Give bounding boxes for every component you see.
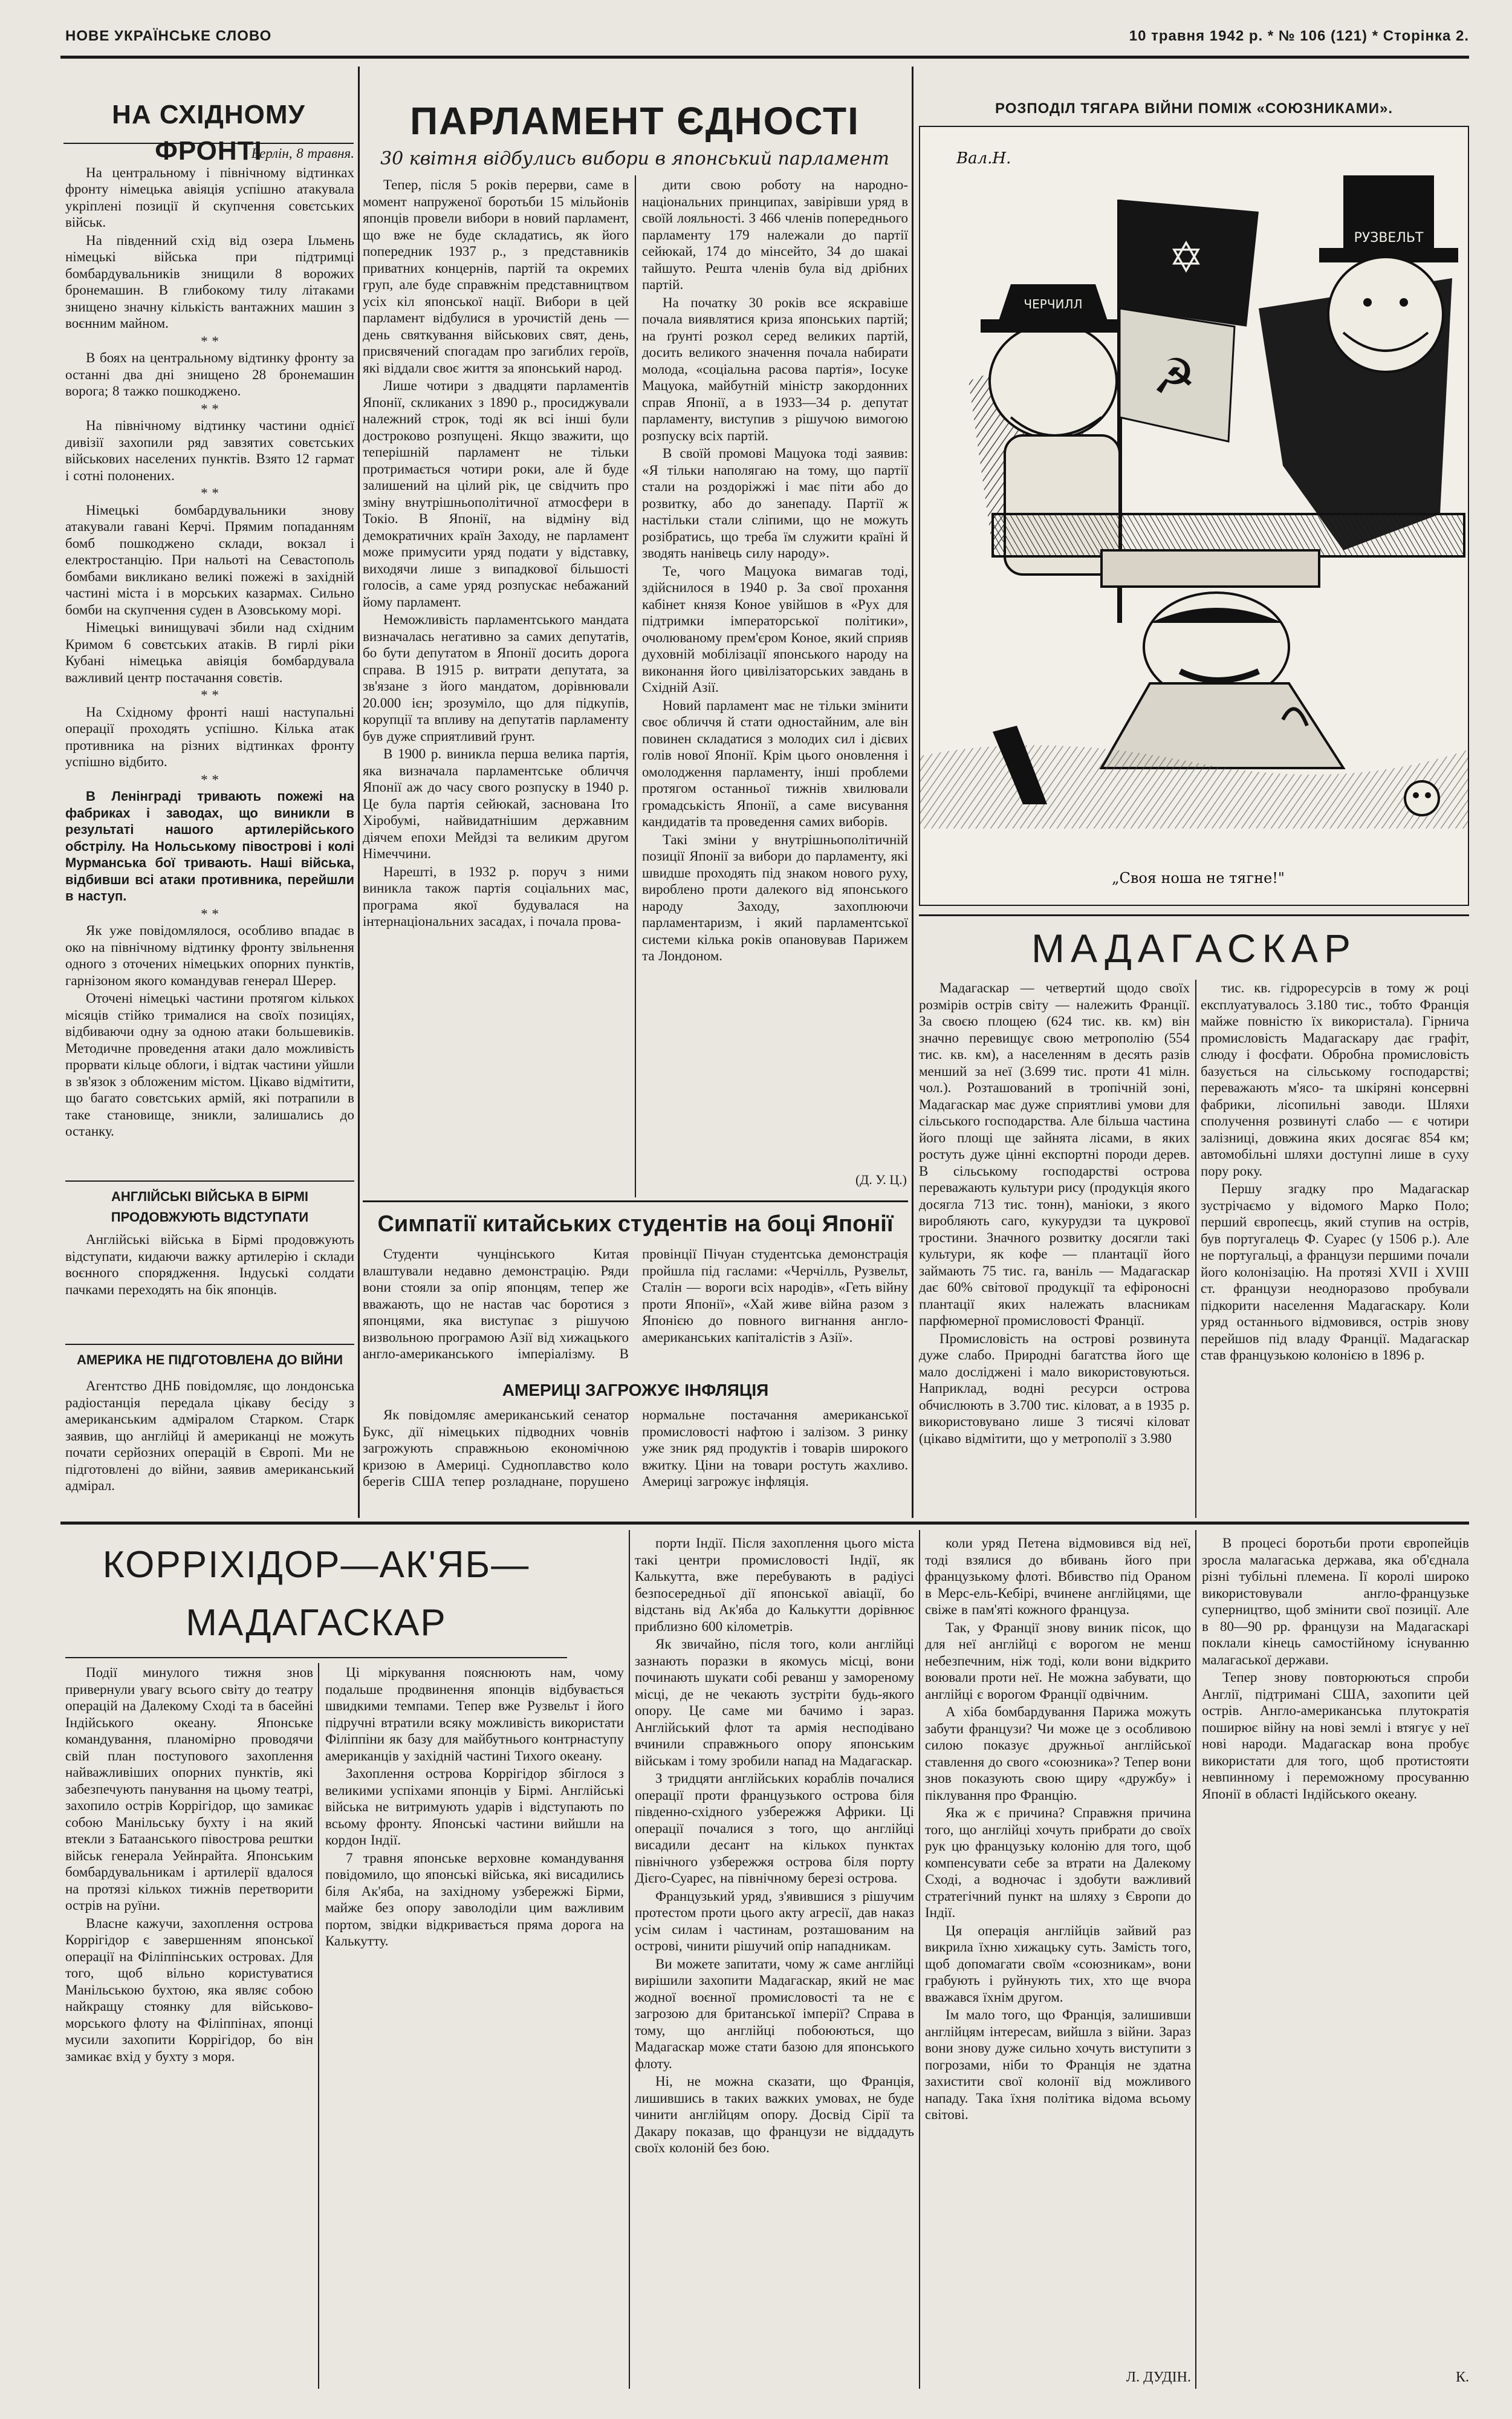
cartoon-title-box [919, 97, 1469, 121]
section-separator: * * [201, 401, 219, 417]
parliament-title: ПАРЛАМЕНТ ЄДНОСТІ [410, 99, 860, 143]
column-rule [1195, 1530, 1196, 2389]
eastern-front-body [65, 145, 354, 1137]
section-separator: * * [201, 688, 219, 703]
header-rule [60, 56, 1469, 59]
eastern-front-para: Як уже повідомлялося, особливо впадає в око на північному відтинку фронту звільнення одного з оточених німецьких опорних пунктів, гарнізоном якого командував генерал Шерер. [65, 923, 354, 988]
america-text: Агентство ДНБ повідомляє, що лондонська радіостанція передала цікаву бесіду з американським адміралом Старком. Старк заявив, що англійці й американці не можуть почати серйозних операцій в Європі. Ми не підготовлені до війни, заявив американський адмірал. [65, 1378, 354, 1493]
section-separator: * * [201, 486, 219, 501]
section-rule [363, 1200, 908, 1202]
column-rule [919, 1530, 920, 2389]
cartoon-flag-label: ЧЕРЧИЛЛ [1024, 297, 1083, 311]
parliament-para: Новий парламент має не тільки змінити своє обличчя й стати одностайним, але він повинен складатися з молодих сил і дієвих голів нової Японії. Крім цього оновлення і омолодження парламенту, інші проблеми протягом останньої тижнів хвилювали громадськість Японії, а саме висування кандидатів та проведення самих виборів. [642, 697, 908, 829]
corridor-para: Ні, не можна сказати, що Франція, лишившись в таких важких умовах, не буде чинити англійцям опору. Досвід Сірії та Дакару показав, що французи не віддадуть своїх колоній без бою. [635, 2074, 914, 2155]
madagascar-para: Тепер знову повторюються спроби Англії, підтримані США, захопити цей острів. Англо-американська плутократія поширює війну на нові землі і втягує у неї нові народи. Мадагаскар вона пробує використати для того, щоб протистояти невпинному і переможному просуванню Японії в області Індійського океану. [1202, 1670, 1469, 1802]
parliament-para: Лише чотири з двадцяти парламентів Японії, скликаних з 1890 р., просиджували належний строк, тоді як всі інші були достроково розпущені. Якщо зважити, що теперішній парламент не тільки протримається чотири роки, але й буде залишений на цілий рік, це свідчить про зміну внутрішньополітичної атмосфери в Токіо. В Японії, на відміну від демократичних країн Заходу, не парламент може примусити уряд подати у відставку, виходячи лише з випадкової більшості голосів, а саме уряд розпускає небажаний йому парламент. [363, 378, 629, 610]
cartoon-title: РОЗПОДІЛ ТЯГАРА ВІЙНИ ПОМІЖ «СОЮЗНИКАМИ». [995, 100, 1393, 117]
column-rule [318, 1663, 319, 2389]
eastern-front-para: В боях на центральному відтинку фронту за останні два дні знищено 28 бронемашин ворога; 8 тажко пошкоджено. [65, 350, 354, 399]
parliament-para: В 1900 р. виникла перша велика партія, яка визначала парламентське обличчя Японії аж до часу свого розпуску в 1940 р. Це була партія сейюкай, заснована Іто Хіробумі, найвидатнішим державним діячем епохи Мейдзі та великим другом Німеччини. [363, 746, 629, 861]
parliament-para: На початку 30 років все яскравіше почала виявлятися криза японських партій; на ґрунті розкол серед великих партій, досить великого значення почала набирати молода, «соціальна расова партія», Іосуке Мацуока, майбутній міністр закордонних справ Японії, а в 1933—34 р. депутат парламенту, виступив з рішучою вимогою розпуску всіх партій. [642, 295, 908, 443]
corridor-para: З тридцяти англійських кораблів почалися операції проти французького острова біля південно-східного узбережжя Африки. Ці операції почалися з того, що англійці висадили десант на кількох пунктах північного узбережжя острова біля порту Дієго-Суарес, на північному березі острова. [635, 1771, 914, 1886]
burma-title-box [65, 1187, 354, 1230]
parliament-para: Нарешті, в 1932 р. поруч з ними виникла також партія соціальних мас, програма якої будувалася на інтернаціональних засадах, і почала прова- [363, 864, 629, 929]
madagascar-col1 [919, 980, 1190, 1512]
svg-text:✡: ✡ [1168, 233, 1204, 282]
column-rule [912, 67, 913, 1518]
burma-text: Англійські війська в Бірмі продовжують відступати, кидаючи важку артилерію і склади воєнного спорядження. Індуські солдати пачками переходять на бік японців. [65, 1232, 354, 1297]
corridor-para: Власне кажучи, захоплення острова Коррігідор є завершенням японської операції на Філіппінських островах. Для того, щоб вільно користуватися Манільською бухтою, яка являє собою найкращу стоянку для військово-морського флоту на Філіппінах, японці мусили захопити Коррігідор, бо він замикає вхід у бухту з моря. [65, 1915, 313, 2064]
eastern-front-para: На північному відтинку частини однієї дивізії захопили ряд завзятих совєтських військових населених пунктів. Взято 12 гармат і сотні полонених. [65, 418, 354, 483]
madagascar-para: Промисловість на острові розвинута дуже слабо. Природні багатства його ще мало досліджені і мало використовуються. Наприклад, водні ресурси острова обчислюють в 3.700 тис. кіловат, а в 1935 р. використовувано лише 3 тисячі кіловат (цікаво відмітити, що у метрополії з 3.980 [919, 1330, 1190, 1446]
section-separator: * * [201, 333, 219, 349]
madagascar-title-box [919, 920, 1469, 976]
madagascar-para: Мадагаскар — четвертий щодо своїх розмірів острів світу — належить Франції. За своєю площею (624 тис. кв. км) він значно перевищує свою метрополію (554 тис. кв. км), а населенням в десять разів менший за неї (3.699 тис. проти 41 мілн. чол.). Розташований в тропічній зоні, Мадагаскар має дуже сприятливі умови для сільського господарства. Але більша частина його площі ще зайнята лісами, в яких ростуть дуже цінні експортні породи дерев. В сільському господарстві острова переважають культури рису (продукція якого досягла 713 тис. тонн), маніоки, з якого виробляють саго, кукурудзи та цукрової тростини. Значного розвитку досягли такі культури, як кофе — плантації його займають 75 тис. га, ваніль — Мадагаскар дає 60% світової продукції та ефіроносні плантації яких належать власникам парфюмерної промисловості Франції. [919, 980, 1190, 1328]
cartoon-hat-label: РУЗВЕЛЬТ [1354, 230, 1424, 246]
parliament-signature: (Д. У. Ц.) [855, 1172, 907, 1187]
parliament-subtitle: 30 квітня відбулись вибори в японський парламент [380, 148, 889, 169]
madagascar-para: В процесі боротьби проти європейців зросла малагаська держава, яка об'єднала різні тубільні племена. Ії королі широко використовували англо-французьке суперництво, щоб змінити свої позиції. Але в 80—90 рр. французи на Мадагаскарі поклали кінець самостійному існуванню малагаської держави. [1202, 1535, 1469, 1667]
section-divider [60, 1522, 1469, 1525]
corridor-signature: Л. ДУДІН. [1126, 2369, 1191, 2385]
inflation-title: АМЕРИЦІ ЗАГРОЖУЄ ІНФЛЯЦІЯ [502, 1381, 769, 1399]
parliament-subtitle-box [363, 146, 907, 173]
madagascar-para: Першу згадку про Мадагаскар зустрічаємо у відомого Марко Поло; перший європеєць, який ступив на острів, був португалець Ф. Суарес (у 1506 р.). Але не португальці, а французи першими почали його колонізацію. На протязі XVII і XVIII ст. французи неодноразово пробували підкорити населення Мадагаскару. Коли уряд останнього відмовився, острів знову перейшов під владу Франції. Мадагаскар став французькою колонією в 1896 р. [1201, 1181, 1469, 1363]
parliament-para: дити свою роботу на народно-національних принципах, завірівши уряд в своїй лояльності. З 466 членів попереднього парламенту 179 належали до партії сейюкай, 174 до мінсейто, 34 до шакаі тайшуто. Решта членів була від дрібних партій. [642, 177, 908, 292]
eastern-front-title: НА СХІДНОМУ ФРОНТІ [112, 100, 305, 166]
parliament-para: Тепер, після 5 років перерви, саме в момент напруженої боротьби 15 мільйонів японців провели вибори в новий парламент, що вже не буде складатись, як його попередник 1937 р., з представників приватних концернів, партій та окремих груп, але буде справжнім представництвом усіх кіл японської нації. Вибори в цей парламент відбулися в урочистій день — день святкування військових свят, день, присвячений спогадам про загиблих героїв, які віддали своє життя за японський народ. [363, 177, 629, 376]
students-title: Симпатії китайських студентів на боці Японії [377, 1211, 894, 1237]
parliament-para: Те, чого Мацуока вимагав тоді, здійснилося в 1940 р. За свої прохання кабінет князя Коное увійшов в «Рух для підтримки імператорської політики», очолюваному прем'єром Коное, який сприяв духовній мобілізації японського народу на виконання його цивілізаторських завдань в Східній Азії. [642, 563, 908, 695]
section-rule [65, 1180, 354, 1182]
corridor-para: А хіба бомбардування Парижа можуть забути французи? Чи може це з особливою силою показує дружньої англійської ставлення до свого «союзника»? Тепер вони знов показують свою щиру «дружбу» і піклування про Францію. [925, 1704, 1191, 1803]
corridor-col4 [925, 1535, 1191, 2363]
section-rule [919, 914, 1469, 916]
students-text: Студенти чунцінського Китая влаштували недавно демонстрацію. Ряди вони стояли за опір японцям, тепер же вважають, що не настав час боротися з японцями, яка виступає з рішучою визвольною програмою Азії від хижацького англо-американського імперіалізму. В провінції Пічуан студентська демонстрація пройшла під гаслами: «Черчілль, Рузвельт, Сталін — вороги всіх народів», «Геть війну проти Японії», «Хай живе війна разом з Японією до повного вигнання англо-американських капіталістів з Азії». [363, 1246, 908, 1361]
eastern-front-para: На південний схід від озера Ільмень німецькі війська при підтримці бомбардувальників знищили 8 ворожих бронемашин. В глибокому тилу літаками знищено значну кількість вантажних машин з воєнним майном. [65, 232, 354, 331]
corridor-para: Ці міркування пояснюють нам, чому подальше продвинення японців відбувається швидкими темпами. Тепер вже Рузвельт і його підручні втратили всяку можливість використати Філіппіни як базу для майбутнього контрнаступу американців у західній частині Тихого океану. [325, 1665, 624, 1763]
corridor-para: Захоплення острова Коррігідор збіглося з великими успіхами японців у Бірмі. Англійські війська не витримують ударів і відступають по всьому фронту. Японські частини вийшли на кордон Індії. [325, 1766, 624, 1848]
column-rule [1195, 980, 1196, 1518]
corridor-title-box [65, 1536, 567, 1658]
corridor-title-line1: КОРРІХІДОР—АК'ЯБ— [102, 1544, 530, 1586]
corridor-para: Французький уряд, з'явившися з рішучим протестом проти цього акту агресії, дав наказ усім силам і частинам, розташованим на острові, чинити рішучий опір нападникам. [635, 1888, 914, 1953]
corridor-col3 [635, 1535, 914, 2388]
madagascar-col2 [1201, 980, 1469, 1512]
corridor-para: Ви можете запитати, чому ж саме англійці вирішили захопити Мадагаскар, який не має жодної воєнної промисловості та не є загрозою для британської імперії? Справа в тому, що англійці побоюються, що Мадагаскар може стати базою для японського флоту. [635, 1956, 914, 2071]
corridor-col2 [325, 1664, 624, 2390]
america-title: АМЕРИКА НЕ ПІДГОТОВЛЕНА ДО ВІЙНИ [76, 1352, 343, 1367]
eastern-front-para: На Східному фронті наші наступальні операції проходять успішно. Кілька атак противника на різних відтинках фронту успішно відбито. [65, 704, 354, 769]
eastern-front-para: На центральному і північному відтинках фронту німецька авіяція успішно атакувала укріплені позиції й скупчення совєтських військ. [65, 164, 354, 230]
madagascar-signature: К. [1455, 2369, 1469, 2385]
parliament-title-box [363, 97, 907, 145]
students-body [363, 1246, 908, 1373]
madagascar-para: тис. кв. гідроресурсів в тому ж році експлуатувалось 3.180 тис., тобто Франція майже повністю їх використала). Гірнича промисловість Мадагаскару дає графіт, слюду і фосфати. Обробна промисловість базується на сільському господарстві; переважають м'ясо- та шкіряні консервні фабрики, лісопильні заводи. Шляхи сполучення розвинуті слабо — є чотири залізниці, довжина яких досягає 854 км; автомобільні шляхи доступні лише в суху пору року. [1201, 980, 1469, 1179]
section-separator: * * [201, 906, 219, 922]
issue-line: 10 травня 1942 р. * № 106 (121) * Сторінка 2. [1129, 28, 1469, 44]
cartoon-frame [919, 126, 1469, 906]
column-rule [358, 67, 360, 1518]
corridor-para: Ім мало того, що Франція, залишивши англійцям інтересам, вийшла з війни. Зараз вони знову дуже сильно хочуть виступити з погрозами, ніби то Франція не здатна захистити свої колонії від можливого нападу. Така їхня політика відома всьому світові. [925, 2007, 1191, 2122]
america-body [65, 1378, 354, 1512]
burma-body [65, 1231, 354, 1328]
corridor-para: порти Індії. Після захоплення цього міста такі центри промисловості Індії, як Калькутта, вже перебувають в радіусі безпосередньої дії японської авіації, бо відстань від Ак'яба до Калькутти дорівнює приблизно 600 кілометрів. [635, 1535, 914, 1634]
corridor-para: Події минулого тижня знов привернули увагу всього світу до театру операцій на Далекому Сході та в басейні Індійського океану. Японське командування, планомірно проводячи свій план поступового захоплення найважливіших опорних пунктів, які забезпечують панування на цьому театрі, захопило острів Коррігідор, що замикає собою Манільську бухту і на який втекли з Батаанського півострова рештки військ генерала Уейнрайта. Японським бомбардувальникам і артилерії вдалося на протязі кількох тижнів перетворити острів на руїни. [65, 1665, 313, 1913]
corridor-para: Яка ж є причина? Справжня причина того, що англійці хочуть прибрати до своїх рук цю французьку колонію для того, щоб компенсувати себе за втрати на Далекому Сході, а водночас і здобути важливий стратегічний пункт на шляху з Європи до Індії. [925, 1805, 1191, 1920]
students-title-box [363, 1206, 908, 1243]
corridor-col1 [65, 1664, 313, 2390]
eastern-front-para: Німецькі винищувачі збили над східним Кримом 6 совєтських атаків. В гирлі ріки Кубані німецька авіяція бомбардувала важливий центр постачання совєтів. [65, 620, 354, 685]
cartoon-artist-sign: Вал.Н. [956, 149, 1011, 168]
parliament-para: В своїй промові Мацуока тоді заявив: «Я тільки наполягаю на тому, що партії стали на роздоріжжі і має піти або до розвитку, або до занепаду. Партії ж настільки стали сліпими, що не можуть розібратись, що треба їм служити країні й зводять нанівець силу народу». [642, 446, 908, 561]
section-separator: * * [201, 772, 219, 787]
paper-name: НОВЕ УКРАЇНСЬКЕ СЛОВО [65, 28, 272, 44]
burma-title: АНГЛІЙСЬКІ ВІЙСЬКА В БІРМІ ПРОДОВЖУЮТЬ ВІДСТУПАТИ [111, 1189, 309, 1225]
corridor-para: Як звичайно, після того, коли англійці зазнають поразки в якомусь місці, вони починають шукати собі реванш у замореному місці, де не чекають зустріти будь-якого опору. Це саме ми бачимо і зараз. Англійський флот та армія несподівано вчинили справжнього опору японським військам і тому зробили напад на Мадагаскар. [635, 1636, 914, 1768]
inflation-text: Як повідомляє американський сенатор Букс, дії німецьких підводних човнів загрожують справжньою економічною кризою в Америці. Судноплавство коло берегів США тепер розладнане, порушено нормальне постачання американської промисловості нафтою і залізом. З ринку уже зник ряд продуктів і товарів широкого вжитку. Ціни на товари ростуть жахливо. Америці загрожує інфляція. [363, 1407, 908, 1489]
corridor-para: Ця операція англійців зайвий раз викрила їхню хижацьку суть. Замість того, щоб допомагати своїм «союзникам», вони грабують і руйнують тих, хто ще вчора вважався їхнім другом. [925, 1923, 1191, 2005]
eastern-front-dateline: Берлін, 8 травня. [251, 146, 354, 161]
madagascar-col3 [1202, 1535, 1469, 2363]
corridor-title-line2: МАДАГАСКАР [186, 1602, 447, 1644]
parliament-para: Такі зміни у внутрішньополітичній позиції Японії за вибори до парламенту, які швидше проходять під знаком нового руху, вироблено проти далекого від японського народу Заходу, захоплюючи парламентаризм, і який парламентської системи кілька років опановував Парижем та Лондоном. [642, 832, 908, 963]
column-rule [635, 175, 636, 1197]
corridor-para: Так, у Франції знову виник пісок, що для неї англійці є ворогом не менш небезпечним, ніж тоді, коли вони відкрито воювали проти неї. Не можна забувати, що англійці є ворогом Франції одвічним. [925, 1620, 1191, 1702]
inflation-title-box [363, 1378, 908, 1404]
cartoon-illustration [920, 127, 1468, 905]
madagascar-title: МАДАГАСКАР [1031, 926, 1357, 971]
column-rule [629, 1530, 630, 2389]
parliament-col2 [642, 177, 908, 1168]
eastern-front-para: Оточені німецькі частини протягом кількох місяців стійко трималися на своїх позиціях, відбиваючи одну за одною атаки большевиків. Методичне проведення атаки дало можливість прорвати кільце облоги, і відтак частини уйшли в зв'язок з обложеним містом. Цікаво відмітити, що багато совєтських армій, які потрапили в таке становище, зникли, залишались до останку. [65, 991, 354, 1139]
section-rule [65, 1344, 354, 1345]
cartoon-caption: „Своя ноша не тягне!" [1112, 870, 1285, 887]
svg-text:☭: ☭ [1152, 348, 1196, 405]
parliament-para: Неможливість парламентського мандата визначалась негативно за самих депутатів, бо бути депутатом в Японії досить дорога справа. В 1915 р. витрати депутата, за зв'язане з його мандатом, дорівнювали 20.000 ієн; зрозуміло, що для підкупів, корупції та впливу на депутатів парламенту був дуже сприятливий ґрунт. [363, 612, 629, 744]
corridor-para: коли уряд Петена відмовився від неї, тоді взялися до вбивань його при французькому флоті. Вбивство під Ораном в Мерс-ель-Кебірі, вчинене англійцями, ще свіже в пам'яті кожного француза. [925, 1535, 1191, 1617]
eastern-front-para-bold: В Ленінграді тривають пожежі на фабриках і заводах, що виникли в результаті нашого артилерійського обстрілу. На Нольському півострові і колі Мурманська бої тривають. Наші війська, відбивши всі атаки противника, перейшли в наступ. [65, 789, 354, 903]
america-title-box [65, 1349, 354, 1373]
parliament-col1 [363, 177, 629, 1193]
eastern-front-para: Німецькі бомбардувальники знову атакували гавані Керчі. Прямим попаданням бомб пошкоджено склади, вокзал і електростанцію. При нальоті на Севастополь бомбами викликано великі пожежі в західній частині міста і в морських казармах. Сильно бомби на скупчення суден в Азовському морі. [65, 502, 354, 617]
corridor-para: 7 травня японське верховне командування повідомило, що японські війська, які висадились біля Ак'яба, на західному узбережжі Бірми, майже без опору заволоділи цим важливим портом, звідки відкривається пряма дорога на Калькутту. [325, 1850, 624, 1949]
inflation-body [363, 1407, 908, 1514]
